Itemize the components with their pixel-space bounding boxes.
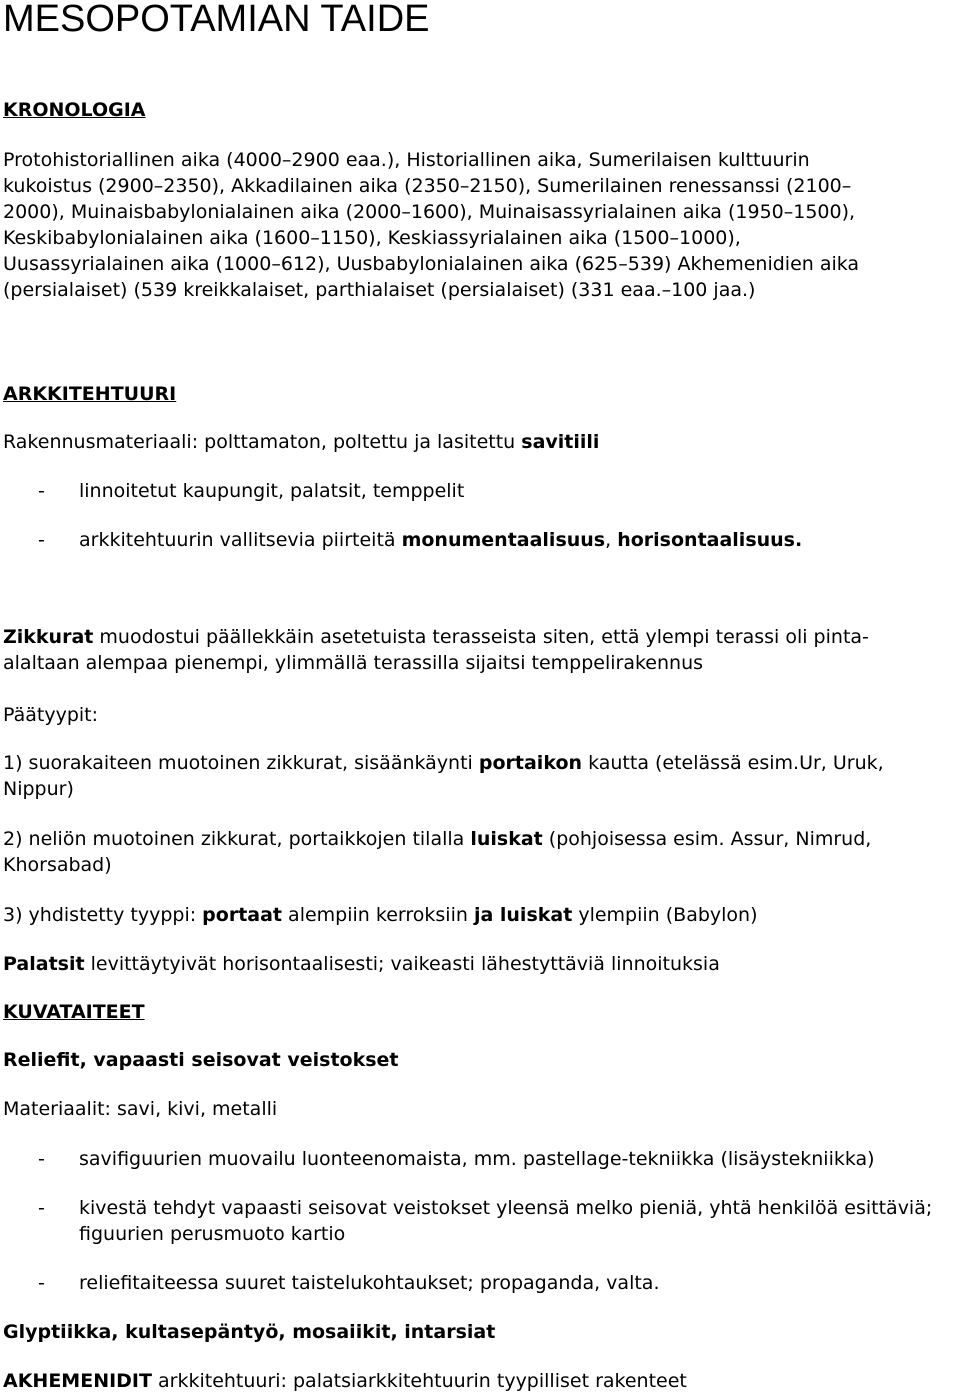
zikkurat-type-1	[3, 750, 952, 802]
palatsit-text: levittäytyivät horisontaalisesti; vaikeasti lähestyttäviä linnoituksia	[84, 953, 720, 975]
type2-line-2: Khorsabad)	[3, 854, 112, 876]
monumentaalisuus-bold: monumentaalisuus	[401, 529, 606, 551]
zikkurat-line-2: alaltaan alempaa pienempi, ylimmällä terassilla sijaitsi temppelirakennus	[3, 652, 704, 674]
arkkitehtuuri-bullet-1: linnoitetut kaupungit, palatsit, temppelit	[79, 480, 465, 502]
document-title: MESOPOTAMIAN TAIDE	[3, 0, 430, 40]
rakennusmateriaali-text: Rakennusmateriaali: polttamaton, poltettu ja lasitettu	[3, 431, 522, 453]
kronologia-heading: KRONOLOGIA	[3, 99, 146, 121]
akhemenidit-line	[3, 1368, 952, 1394]
kuvataiteet-bullet-3: reliefitaiteessa suuret taistelukohtaukset; propaganda, valta.	[79, 1272, 660, 1294]
luiskat-bold: luiskat	[470, 828, 543, 850]
zikkurat-text: muodostui päällekkäin asetetuista terasseista siten, että ylempi terassi oli pinta-	[93, 626, 869, 648]
kronologia-line: Keskibabylonialainen aika (1600–1150), Keskiassyrialainen aika (1500–1000),	[3, 227, 741, 249]
bullet-dash: -	[38, 529, 45, 551]
type1-text-a: 1) suorakaiteen muotoinen zikkurat, sisäänkäynti	[3, 752, 479, 774]
kuvataiteet-bullet-2	[79, 1195, 952, 1247]
bullet-dash: -	[38, 1197, 45, 1219]
arkkitehtuuri-heading: ARKKITEHTUURI	[3, 383, 177, 405]
kronologia-line: Protohistoriallinen aika (4000–2900 eaa.), Historiallinen aika, Sumerilaisen kulttuurin	[3, 149, 810, 171]
bullet-dash: -	[38, 480, 45, 502]
kuvataiteet-heading: KUVATAITEET	[3, 1001, 145, 1023]
type2-text-b: (pohjoisessa esim. Assur, Nimrud,	[542, 828, 872, 850]
type1-line-2: Nippur)	[3, 778, 74, 800]
type3-text-a: 3) yhdistetty tyyppi:	[3, 904, 203, 926]
zikkurat-type-2	[3, 826, 952, 878]
portaat-bold: portaat	[202, 904, 283, 926]
horisontaalisuus-bold: horisontaalisuus.	[617, 529, 803, 551]
arkkitehtuuri-bullet-2	[79, 527, 952, 553]
savitiili-bold: savitiili	[521, 431, 600, 453]
kronologia-line: kukoistus (2900–2350), Akkadilainen aika (2350–2150), Sumerilainen renessanssi (2100–	[3, 175, 852, 197]
bullet2-line-1: kivestä tehdyt vapaasti seisovat veistokset yleensä melko pieniä, yhtä henkilöä esittäviä;	[79, 1197, 933, 1219]
palatsit-line	[3, 951, 952, 977]
type1-text-b: kautta (etelässä esim.Ur, Uruk,	[582, 752, 884, 774]
rakennusmateriaali-line	[3, 429, 952, 455]
bullet2-separator: ,	[605, 529, 618, 551]
zikkurat-paragraph	[3, 624, 952, 676]
glyptiikka-heading: Glyptiikka, kultasepäntyö, mosaiikit, intarsiat	[3, 1321, 496, 1343]
kuvataiteet-bullet-1: savifiguurien muovailu luonteenomaista, mm. pastellage-tekniikka (lisäystekniikka)	[79, 1148, 875, 1170]
type2-text-a: 2) neliön muotoinen zikkurat, portaikkojen tilalla	[3, 828, 471, 850]
materiaalit-line: Materiaalit: savi, kivi, metalli	[3, 1098, 278, 1120]
kronologia-paragraph	[3, 147, 952, 303]
type3-text-c: ylempiin (Babylon)	[572, 904, 758, 926]
kronologia-line: 2000), Muinaisbabylonialainen aika (2000–1600), Muinaisassyrialainen aika (1950–1500),	[3, 201, 856, 223]
paatyypit-label: Päätyypit:	[3, 704, 99, 726]
kronologia-line: (persialaiset) (539 kreikkalaiset, parthialaiset (persialaiset) (331 eaa.–100 jaa.)	[3, 279, 756, 301]
palatsit-bold: Palatsit	[3, 953, 85, 975]
type3-text-b: alempiin kerroksiin	[282, 904, 474, 926]
portaikon-bold: portaikon	[478, 752, 583, 774]
bullet2-text: arkkitehtuurin vallitsevia piirteitä	[79, 529, 402, 551]
zikkurat-bold: Zikkurat	[3, 626, 94, 648]
kronologia-line: Uusassyrialainen aika (1000–612), Uusbabylonialainen aika (625–539) Akhemenidien aika	[3, 253, 860, 275]
zikkurat-type-3	[3, 902, 952, 928]
akhemenidit-text: arkkitehtuuri: palatsiarkkitehtuurin tyypilliset rakenteet	[151, 1370, 687, 1392]
zikkurat-line-1	[3, 624, 952, 650]
akhemenidit-bold: AKHEMENIDIT	[3, 1370, 152, 1392]
bullet-dash: -	[38, 1148, 45, 1170]
ja-luiskat-bold: ja luiskat	[473, 904, 573, 926]
bullet-dash: -	[38, 1272, 45, 1294]
bullet2-line-2: figuurien perusmuoto kartio	[79, 1223, 346, 1245]
reliefit-subheading: Reliefit, vapaasti seisovat veistokset	[3, 1049, 399, 1071]
